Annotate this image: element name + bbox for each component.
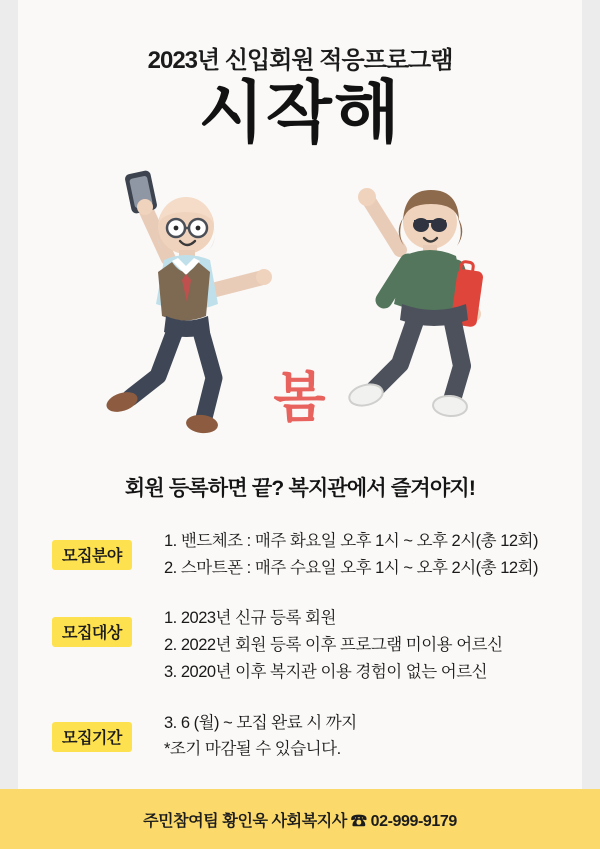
poster-subtitle: 회원 등록하면 끝? 복지관에서 즐겨야지!	[124, 477, 476, 500]
poster-subtitle-top: 2023년 신입회원 적응프로그램	[147, 47, 453, 74]
footer-bar	[0, 789, 600, 849]
tag-wrap	[52, 710, 150, 752]
tag-wrap	[52, 528, 150, 570]
page-margin-right	[582, 0, 600, 849]
lines-recruit-target	[150, 605, 552, 685]
poster-sheet	[18, 0, 582, 849]
info-sections	[52, 528, 552, 787]
tag-recruit-period: 모집기간	[52, 722, 132, 752]
tag-wrap	[52, 605, 150, 647]
list-item: 3. 6 (월) ~ 모집 완료 시 까지	[164, 713, 357, 732]
lines-recruit-field	[150, 528, 552, 581]
list-item: 2. 2022년 회원 등록 이후 프로그램 미이용 어르신	[164, 636, 503, 655]
list-item: 3. 2020년 이후 복지관 이용 경험이 없는 어르신	[164, 662, 488, 681]
tag-recruit-target: 모집대상	[52, 617, 132, 647]
list-item: 2. 스마트폰 : 매주 수요일 오후 1시 ~ 오후 2시(총 12회)	[164, 558, 538, 577]
info-row-recruit-target	[52, 605, 552, 685]
page-margin-left	[0, 0, 18, 849]
tag-recruit-field: 모집분야	[52, 540, 132, 570]
season-word: 봄	[273, 368, 327, 428]
info-row-recruit-period	[52, 710, 552, 763]
footer-contact: 주민참여팀 황인욱 사회복지사 ☎ 02-999-9179	[143, 812, 457, 830]
list-item: *조기 마감될 수 있습니다.	[164, 740, 341, 759]
page-title: 시작해	[198, 75, 402, 151]
info-row-recruit-field	[52, 528, 552, 581]
list-item: 1. 밴드체조 : 매주 화요일 오후 1시 ~ 오후 2시(총 12회)	[164, 532, 538, 550]
list-item: 1. 2023년 신규 등록 회원	[164, 609, 336, 628]
lines-recruit-period	[150, 710, 552, 763]
